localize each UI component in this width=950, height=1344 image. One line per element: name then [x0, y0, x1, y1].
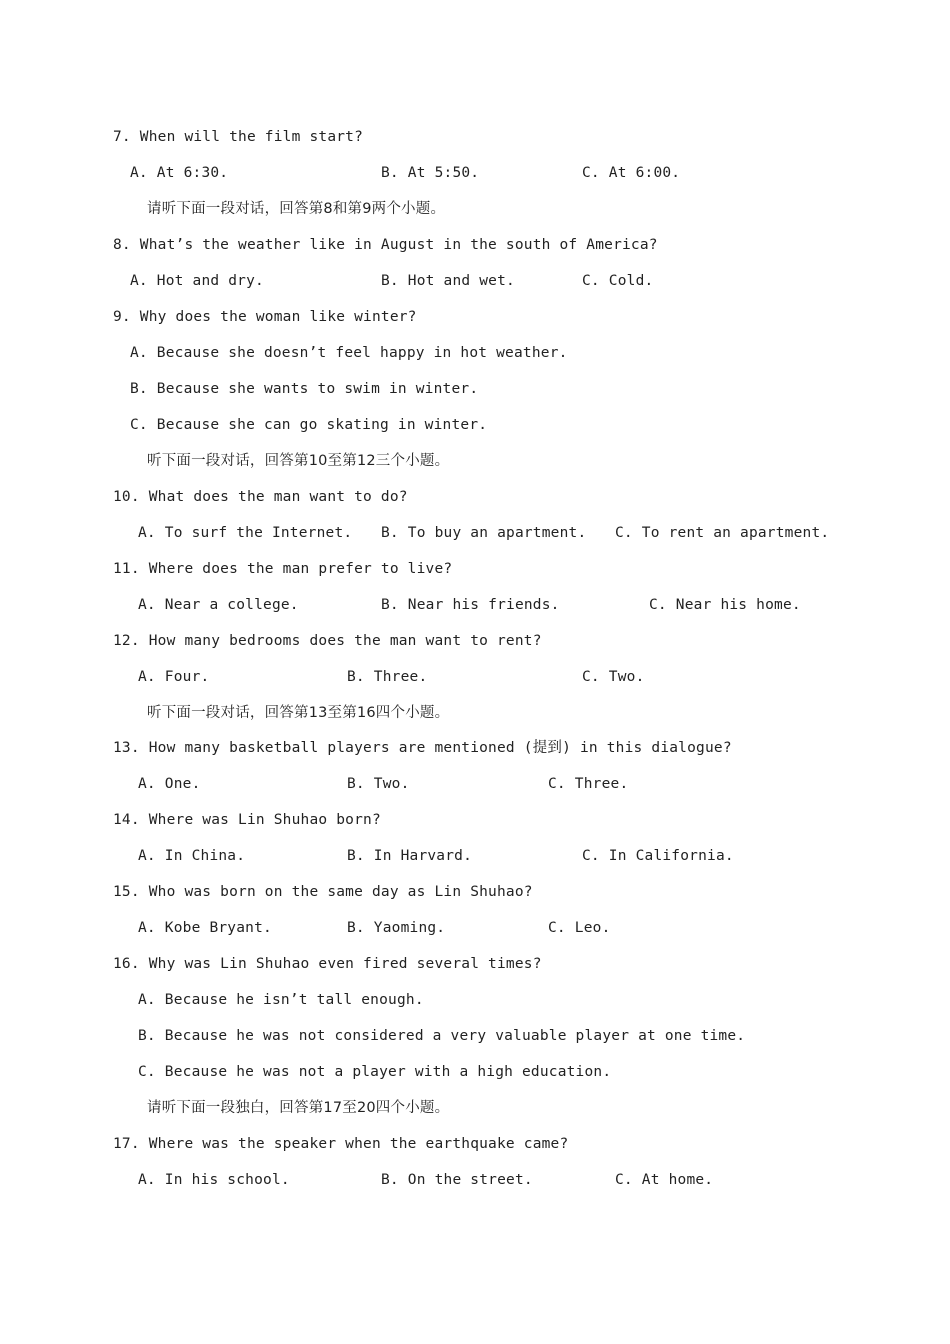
- option-a: A. Near a college.: [138, 596, 299, 613]
- option-c: C. At home.: [615, 1172, 714, 1189]
- option-b: B. On the street.: [381, 1172, 533, 1189]
- option-row: [0, 916, 950, 940]
- option-line: A. Because he isn’t tall enough.: [138, 992, 424, 1009]
- option-b: B. At 5:50.: [381, 164, 480, 181]
- option-a: A. To surf the Internet.: [138, 524, 353, 541]
- option-a: A. At 6:30.: [130, 164, 229, 181]
- option-row: [0, 665, 950, 689]
- option-a: A. One.: [138, 776, 201, 793]
- option-c: C. Cold.: [582, 272, 654, 289]
- option-c: C. Three.: [548, 776, 629, 793]
- option-c: C. Near his home.: [649, 596, 801, 613]
- option-c: C. To rent an apartment.: [615, 524, 830, 541]
- option-a: A. In China.: [138, 848, 246, 865]
- option-b: B. Three.: [347, 668, 428, 685]
- option-line: A. Because she doesn’t feel happy in hot weather.: [130, 344, 568, 361]
- option-a: A. Hot and dry.: [130, 272, 264, 289]
- option-b: B. Two.: [347, 776, 410, 793]
- option-a: A. In his school.: [138, 1172, 290, 1189]
- option-line: B. Because she wants to swim in winter.: [130, 380, 479, 397]
- question-text: 11. Where does the man prefer to live?: [113, 560, 453, 577]
- question-text: 9. Why does the woman like winter?: [113, 308, 417, 325]
- question-text: 13. How many basketball players are mentioned (提到) in this dialogue?: [113, 740, 732, 757]
- option-row: [0, 161, 950, 185]
- question-text: 7. When will the film start?: [113, 129, 364, 145]
- section-instruction: 听下面一段对话，回答第13至第16四个小题。: [147, 704, 450, 721]
- section-instruction: 听下面一段对话，回答第10至第12三个小题。: [147, 452, 450, 469]
- option-row: [0, 269, 950, 293]
- option-line: B. Because he was not considered a very valuable player at one time.: [138, 1028, 746, 1045]
- option-b: B. To buy an apartment.: [381, 524, 587, 541]
- option-a: A. Four.: [138, 668, 210, 685]
- option-c: C. At 6:00.: [582, 164, 681, 181]
- option-row: [0, 593, 950, 617]
- question-text: 16. Why was Lin Shuhao even fired several times?: [113, 956, 542, 973]
- option-a: A. Kobe Bryant.: [138, 920, 272, 937]
- option-c: C. In California.: [582, 848, 734, 865]
- section-instruction: 请听下面一段对话，回答第8和第9两个小题。: [147, 200, 446, 217]
- option-b: B. Hot and wet.: [381, 272, 515, 289]
- question-text: 8. What’s the weather like in August in the south of America?: [113, 236, 658, 253]
- question-text: 14. Where was Lin Shuhao born?: [113, 812, 381, 829]
- question-text: 17. Where was the speaker when the earthquake came?: [113, 1136, 569, 1153]
- question-text: 10. What does the man want to do?: [113, 488, 408, 505]
- option-row: [0, 772, 950, 796]
- option-b: B. Near his friends.: [381, 596, 560, 613]
- option-c: C. Two.: [582, 668, 645, 685]
- question-text: 15. Who was born on the same day as Lin Shuhao?: [113, 884, 533, 901]
- option-b: B. In Harvard.: [347, 848, 473, 865]
- section-instruction: 请听下面一段独白，回答第17至20四个小题。: [147, 1100, 450, 1117]
- option-line: C. Because he was not a player with a high education.: [138, 1064, 612, 1081]
- option-c: C. Leo.: [548, 920, 611, 937]
- question-text: 12. How many bedrooms does the man want to rent?: [113, 632, 542, 649]
- option-b: B. Yaoming.: [347, 920, 446, 937]
- option-row: [0, 521, 950, 545]
- option-row: [0, 1168, 950, 1192]
- option-row: [0, 844, 950, 868]
- option-line: C. Because she can go skating in winter.: [130, 416, 488, 433]
